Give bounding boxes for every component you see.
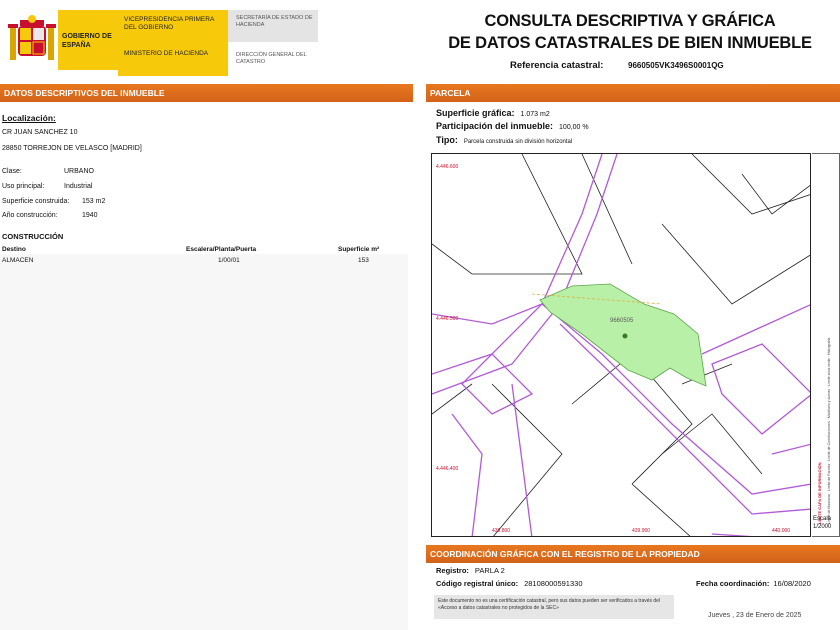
- registro-value: PARLA 2: [474, 566, 505, 575]
- referencia-value: 9660505VK3496S0001QG: [628, 61, 724, 70]
- legend-red-label: LÍMITE CAPA DE INFORMACIÓN: [817, 462, 822, 524]
- tipo-label: Tipo:: [436, 135, 458, 145]
- address-line-2: 28850 TORREJON DE VELASCO [MADRID]: [2, 145, 142, 152]
- registro-label: Registro:: [436, 566, 469, 575]
- superficie-value: 153 m2: [82, 198, 106, 205]
- anio-row: [2, 212, 98, 219]
- referencia-label: Referencia catastral:: [510, 60, 604, 71]
- codigo-row: [436, 579, 583, 588]
- legend-label: Límite de Manzana · Límite de Parcela · Límite de Construcciones · Mobiliario y aceras · Límite zona verde · Hidrografía: [827, 337, 831, 524]
- spain-coat-of-arms-icon: [6, 14, 58, 70]
- map-legend-drawing: [812, 154, 840, 538]
- clase-row: [2, 168, 94, 175]
- secretaria-label: SECRETARÍA DE ESTADO DE HACIENDA: [236, 15, 313, 28]
- superficie-label: Superficie construida:: [2, 198, 70, 205]
- coord-x1: 439.800: [492, 528, 511, 534]
- title-line-1: CONSULTA DESCRIPTIVA Y GRÁFICA: [484, 12, 776, 30]
- superficie-row: [2, 198, 106, 205]
- map-legend: [812, 153, 840, 537]
- uso-label: Uso principal:: [2, 183, 45, 190]
- ministerio-label: MINISTERIO DE HACIENDA: [124, 50, 209, 57]
- coord-bottom: 4.446.400: [436, 466, 459, 472]
- datos-descriptivos-header: DATOS DESCRIPTIVOS DEL INMUEBLE: [0, 84, 413, 102]
- coord-top: 4.446.600: [436, 164, 459, 170]
- fecha-value: 16/08/2020: [773, 579, 811, 588]
- uso-row: [2, 183, 93, 190]
- clase-label: Clase:: [2, 168, 22, 175]
- notice-box: Este documento no es una certificación catastral, pero sus datos pueden ser verificados a través del «Acceso a datos catastrales no protegidos de la SEC»: [434, 595, 674, 619]
- tipo-value: Parcela construida sin división horizontal: [463, 139, 573, 145]
- fecha-row: [696, 579, 811, 588]
- tipo-row: [436, 135, 572, 145]
- anio-label: Año construcción:: [2, 212, 58, 219]
- superficie-grafica-value: 1.073 m2: [520, 111, 550, 118]
- clase-value: URBANO: [64, 168, 94, 175]
- table-cell-superficie: 153: [358, 257, 369, 264]
- cadastral-map-drawing: [432, 154, 811, 537]
- scale-label: Escala 1/2000: [813, 516, 832, 530]
- codigo-label: Código registral único:: [436, 579, 519, 588]
- column-superficie: Superficie m²: [338, 246, 380, 253]
- title-line-2: DE DATOS CATASTRALES DE BIEN INMUEBLE: [448, 34, 812, 52]
- footer-date: Jueves , 23 de Enero de 2025: [708, 612, 802, 619]
- anio-value: 1940: [82, 212, 98, 219]
- participacion-value: 100,00 %: [559, 124, 589, 131]
- uso-value: Industrial: [64, 183, 93, 190]
- fecha-label: Fecha coordinación:: [696, 579, 770, 588]
- registro-row: [436, 566, 505, 575]
- page-title: [430, 10, 830, 54]
- column-escalera: Escalera/Planta/Puerta: [186, 246, 257, 253]
- participacion-label: Participación del inmueble:: [436, 121, 554, 131]
- superficie-grafica-label: Superficie gráfica:: [436, 108, 515, 118]
- address-line-1: CR JUAN SANCHEZ 10: [2, 129, 78, 136]
- participacion-row: [436, 121, 589, 131]
- coord-x3: 440.000: [772, 528, 791, 534]
- coordinacion-header: COORDINACIÓN GRÁFICA CON EL REGISTRO DE LA PROPIEDAD: [426, 545, 840, 563]
- gobierno-label: GOBIERNO DE ESPAÑA: [62, 33, 112, 49]
- direccion-label: DIRECCIÓN GENERAL DEL CATASTRO: [236, 52, 307, 65]
- codigo-value: 28108000591330: [524, 579, 583, 588]
- coord-mid: 4.446.500: [436, 316, 459, 322]
- column-destino: Destino: [2, 246, 26, 253]
- coord-x2: 439.900: [632, 528, 651, 534]
- vicepresidencia-label: VICEPRESIDENCIA PRIMERA DEL GOBIERNO: [124, 16, 214, 31]
- parcel-number: 9660505: [610, 318, 634, 324]
- localizacion-label: Localización:: [2, 113, 56, 123]
- parcela-header: PARCELA: [426, 84, 840, 102]
- table-cell-escalera: 1/00/01: [218, 257, 240, 264]
- construccion-table-body: [0, 254, 408, 630]
- table-cell-destino: ALMACEN: [2, 257, 34, 264]
- cadastral-map[interactable]: [431, 153, 811, 537]
- superficie-grafica-row: [436, 108, 550, 118]
- construccion-title: CONSTRUCCIÓN: [2, 232, 64, 241]
